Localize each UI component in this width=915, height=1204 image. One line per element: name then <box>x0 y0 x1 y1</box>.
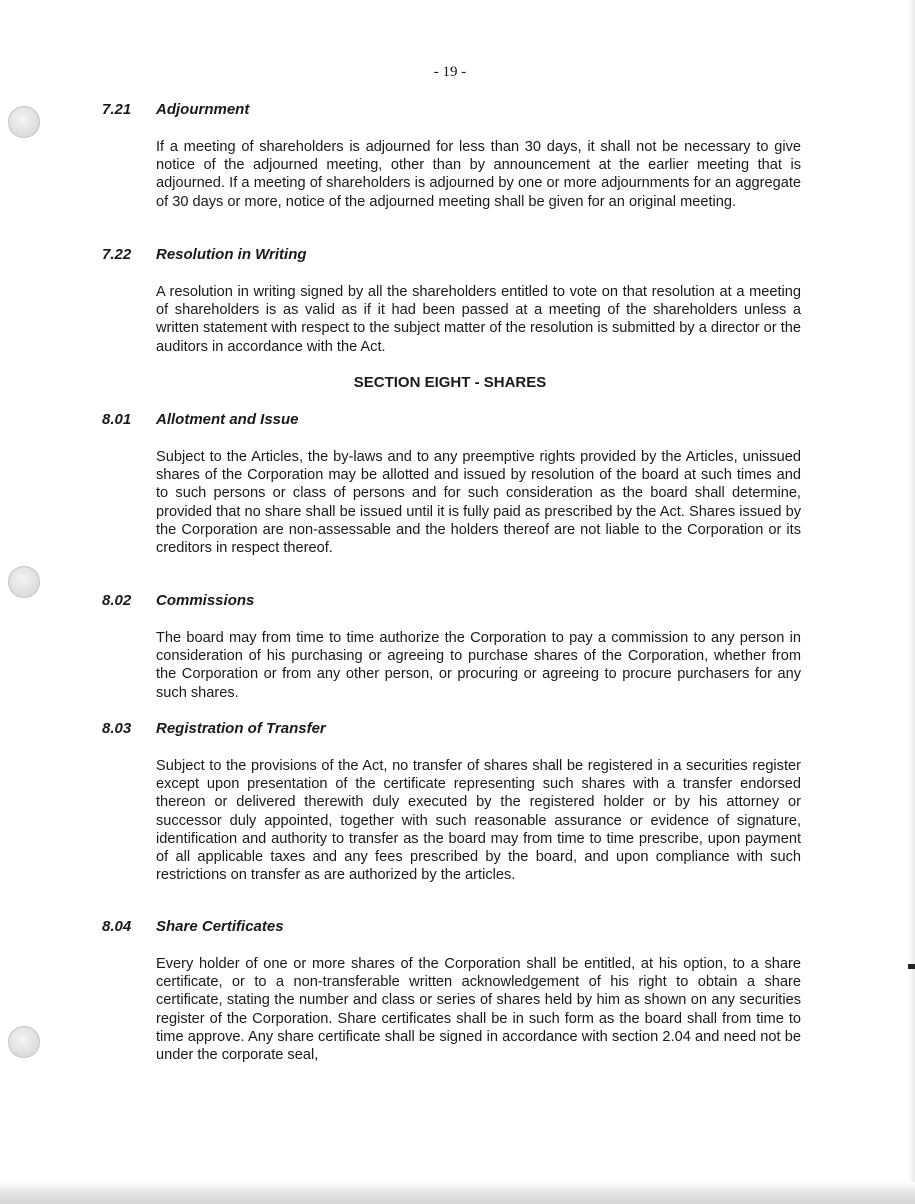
punch-hole-top <box>8 106 40 138</box>
section-number: 7.21 <box>102 101 132 118</box>
section-text-8-03: Subject to the provisions of the Act, no transfer of shares shall be registered in a securities register except upon presentation of the certificate representing such shares with a transfer endorsed thereon or delivered therewith duly executed by the registered holder or by his attorney or successor duly appointed, together with such reasonable assurance or evidence of signature, identification and authority to transfer as the board may from time to time prescribe, upon payment of all applicable taxes and any fees prescribed by the board, and upon compliance with such restrictions on transfer as are authorized by the articles. <box>156 758 801 884</box>
punch-hole-bottom <box>8 1026 40 1058</box>
scan-shadow-bottom <box>0 1182 915 1204</box>
section-number: 8.04 <box>102 918 132 935</box>
section-text-8-01: Subject to the Articles, the by-laws and to any preemptive rights provided by the Articles, unissued shares of the Corporation may be allotted and issued by resolution of the board at such times and to such persons or class of persons and for such consideration as the board shall determine, provided that no share shall be issued until it is fully paid as prescribed by the Act. Shares issued by the Corporation are non-assessable and the holders thereof are not liable to the Corporation or its creditors in respect thereof. <box>156 449 801 557</box>
section-title: Commissions <box>156 592 255 609</box>
section-heading-8-02 <box>102 592 254 609</box>
scan-shadow-right <box>909 0 915 1204</box>
section-number: 7.22 <box>102 246 132 263</box>
punch-hole-middle <box>8 566 40 598</box>
section-number: 8.01 <box>102 411 132 428</box>
section-heading-8-03 <box>102 720 326 737</box>
section-text-7-22: A resolution in writing signed by all the shareholders entitled to vote on that resolution at a meeting of shareholders is as valid as if it had been passed at a meeting of the shareholders unless a written statement with respect to the subject matter of the resolution is submitted by a director or the auditors in accordance with the Act. <box>156 284 801 355</box>
section-title: Share Certificates <box>156 918 284 935</box>
section-number: 8.02 <box>102 592 132 609</box>
section-number: 8.03 <box>102 720 132 737</box>
section-heading-7-22 <box>102 246 307 263</box>
section-text-8-04: Every holder of one or more shares of the Corporation shall be entitled, at his option, to a share certificate, or to a non-transferable written acknowledgement of his right to obtain a share certificate, stating the number and class or series of shares held by him as shown on any securities register of the Corporation. Share certificates shall be in such form as the board shall from time to time approve. Any share certificate shall be signed in accordance with section 2.04 and need not be under the corporate seal, <box>156 956 801 1064</box>
section-text-7-21: If a meeting of shareholders is adjourned for less than 30 days, it shall not be necessary to give notice of the adjourned meeting, other than by announcement at the earlier meeting that is adjourned. If a meeting of shareholders is adjourned by one or more adjournments for an aggregate of 30 days or more, notice of the adjourned meeting shall be given for an original meeting. <box>156 139 801 210</box>
section-title: Adjournment <box>156 101 250 118</box>
section-heading-8-01 <box>102 411 299 428</box>
section-title: Allotment and Issue <box>156 411 299 428</box>
section-heading-8-04 <box>102 918 284 935</box>
section-title: Registration of Transfer <box>156 720 326 737</box>
section-heading-7-21 <box>102 101 249 118</box>
page-number: - 19 - <box>433 64 467 80</box>
section-eight-title: SECTION EIGHT - SHARES <box>353 374 547 391</box>
section-title: Resolution in Writing <box>156 246 307 263</box>
scan-edge-mark <box>908 964 915 969</box>
section-text-8-02: The board may from time to time authorize the Corporation to pay a commission to any person in consideration of his purchasing or agreeing to purchase shares of the Corporation, whether from the Corporation or from any other person, or procuring or agreeing to procure purchasers for any such shares. <box>156 630 801 701</box>
